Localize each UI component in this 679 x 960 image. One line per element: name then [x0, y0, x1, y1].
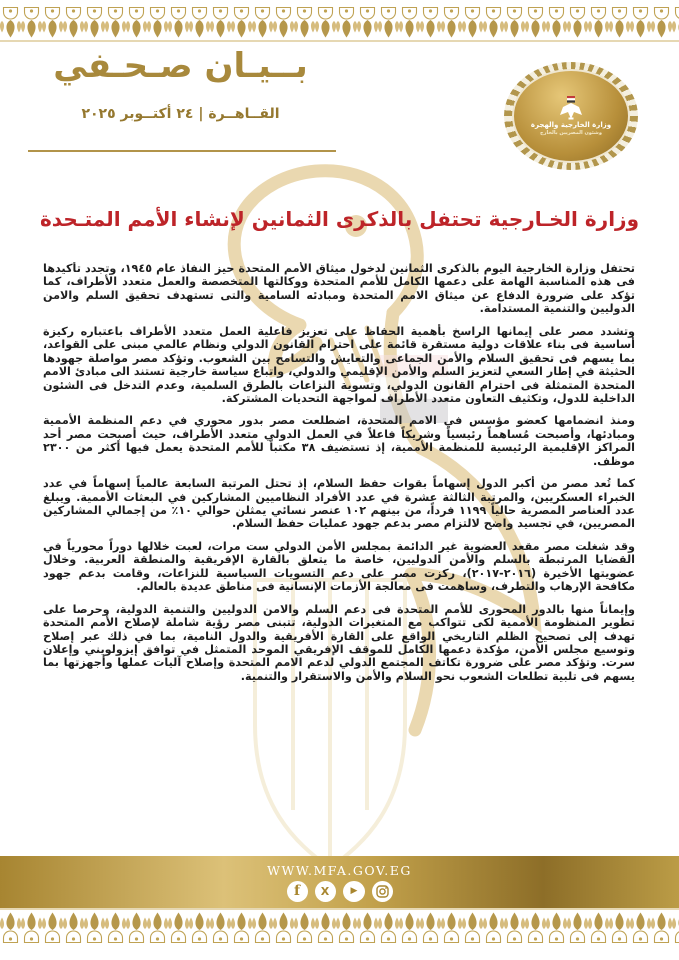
ministry-website-url[interactable]: WWW.MFA.GOV.EG [267, 862, 412, 878]
ministry-seal [504, 62, 638, 170]
paragraph-6: وإيماناً منها بالدور المحورى للأمم المتحدة فى دعم السلم والامن الدوليين والتنمية الدولية، وحرصا على تطوير المنظومة الأممية لكى تتواكب مع المتغيرات الدولية، تتبنى مصر رؤية شاملة لإصلاح الأمم المتحدة تهدف إلى تصحيح الظلم التاريخي الواقع على القارة الأفريقية والدول النامية، بما في ذلك عبر إصلاح وتوسيع مجلس الأمن، مؤكدة دعمها الكامل للموقف الإفريقي الموحد المتمثل في توافق إيزولويني وإعلان سرت. وتؤكد مصر على ضرورة تكاتف المجتمع الدولي لدعم الامم المتحدة وإصلاح آليات عملها وأجهزتها بما يسهم فى تلبية تطلعات الشعوب نحو السلام والأمن والاستقرار والتنمية. [43, 602, 635, 683]
top-ornament-border [0, 6, 679, 42]
page-title: وزارة الخـارجية تحتفل بالذكرى الثمانين لإنشاء الأمم المتـحدة [40, 207, 639, 231]
footer-bar [0, 856, 679, 908]
seal-eagle-icon [556, 95, 586, 121]
press-release-body [43, 262, 635, 854]
instagram-icon[interactable] [372, 881, 393, 902]
ministry-seal-face [512, 69, 630, 163]
youtube-icon[interactable]: ▶ [343, 881, 365, 902]
paragraph-3: ومنذ انضمامها كعضو مؤسس في الامم المتحدة، اضطلعت مصر بدور محوري في دعم المنظمة الأممية ومبادئها، وأصبحت مُساهماً رئيسياً وشريكاً فاعلاً في العمل الدولي متعدد الأطراف، حيث أصبحت مصر أحد المراكز الإقليمية الرئيسية للمنظمة الأممية، إذ تستضيف ٣٨ مكتباً للأمم المتحدة يعمل فيها أكثر من ٢٣٠٠ موظف. [43, 414, 635, 468]
dateline: القــاهــرة | ٢٤ أكتــوبر ٢٠٢٥ [81, 106, 280, 122]
paragraph-1: تحتفل وزارة الخارجية اليوم بالذكرى الثمانين لدخول ميثاق الأمم المتحدة حيز النفاذ عام ١٩٤٥، وتجدد تأكيدها فى هذه المناسبة الهامة على دعمها الكامل للأمم المتحدة ووكالتها المتخصصة والعمل متعدد الأطراف، كما تؤكد على ضرورة الدفاع عن ميثاق الامم المتحدة ومبادئه السامية والتى تستهدف تحقيق السلم والامن الدوليين والتنمية المستدامة. [43, 262, 635, 316]
social-icons-row [287, 881, 393, 902]
bottom-ornament-border [0, 908, 679, 944]
paragraph-5: وقد شغلت مصر مقعد العضوية غير الدائمة بمجلس الأمن الدولي ست مرات، لعبت خلالها دوراً محورياً في القضايا المرتبطة بالسلم والأمن الدوليين، خاصة ما يتعلق بالقارة الإفريقية والمنطقة العربية. وخلال عضويتها الأخيرة (٢٠١٦-٢٠١٧)، ركزت مصر على دعم التسويات السياسية للنزاعات، وقامت بدعم جهود مكافحة الإرهاب والتطرف، وساهمت فى معالجة الأزمات الإنسانية فى مناطق عديدة بالعالم. [43, 539, 635, 594]
press-release-label: بــيـان صـحـفي [53, 46, 308, 86]
seal-ministry-name: وزارة الخارجية والهجرة [530, 121, 612, 130]
seal-ministry-subtitle: وشئون المصريين بالخارج [540, 130, 602, 137]
facebook-icon[interactable]: f [287, 881, 308, 902]
paragraph-2: وتشدد مصر على إيمانها الراسخ بأهمية الحفاظ على تعزيز فاعلية العمل متعدد الأطراف باعتباره ركيزة أساسية فى بناء علاقات دولية مستقرة قائمة على احترام القانون الدولي ونظام عالمي مبنى على القواعد، بما يسهم فى تحقيق السلام والأمن الجماعى والتعايش والتسامح بين الشعوب. وتؤكد مصر مواصلة جهودها الحثيثة في إطار السعي لتعزيز السلم والأمن الإقليمي والدولي، واتباع سياسة خارجية تستند الى مبادئ الامم المتحدة المتمثلة فى احترام القانون الدولي، وتسوية النزاعات بالطرق السلمية، وعدم التدخل فى الشئون الداخلية للدول، وتكثيف التعاون متعدد الأطراف لمواجهة التحديات المشتركة. [43, 324, 635, 405]
x-twitter-icon[interactable]: X [315, 881, 336, 902]
paragraph-4: كما تُعد مصر من أكبر الدول إسهاماً بقوات حفظ السلام، إذ تحتل المرتبة السابعة عالمياً إسهاماً في عدد الخبراء العسكريين، والمرتبة الثالثة عشرة في عدد الأفراد النظاميين المشاركين في البعثات الأممية. ويبلغ عدد العناصر المصرية حالياً ١١٩٩ فرداً، من بينهم ١٠٢ عنصر نسائي يمثلن حوالي ١٠٪ من إجمالي المشاركين المصريين، في تجسيد واضح لالتزام مصر بدعم جهود عمليات حفظ السلام. [43, 477, 635, 531]
